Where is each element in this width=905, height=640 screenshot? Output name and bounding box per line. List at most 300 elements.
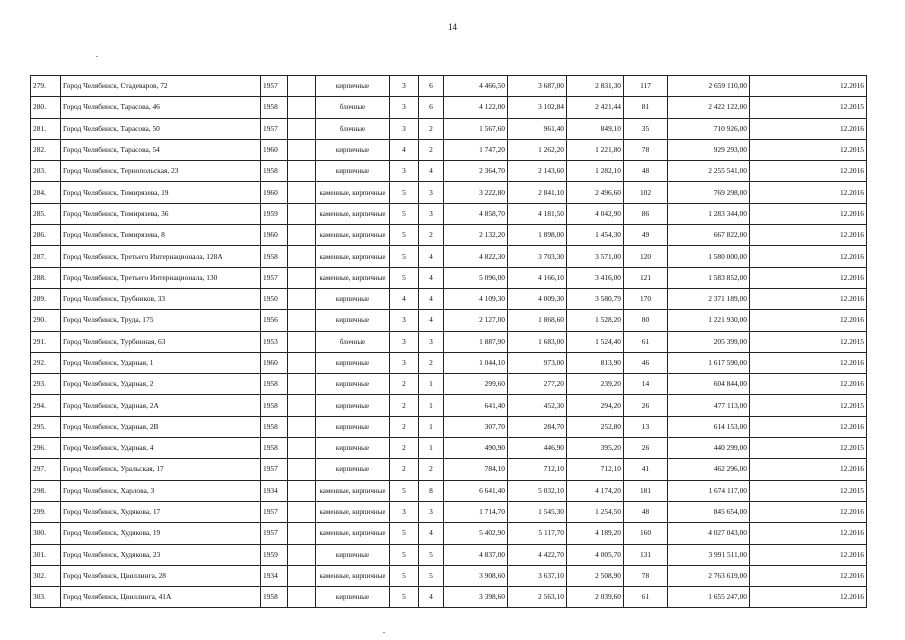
cell-year-built: 1957 [261,118,288,139]
cell-entrances: 5 [419,544,444,565]
cell-premises-area: 446,90 [508,438,567,459]
cell-address: Город Челябинск, Тимирязева, 8 [61,225,261,246]
cell-address: Город Челябинск, Ударная, 1 [61,352,261,373]
cell-blank [288,544,316,565]
cell-entrances: 1 [419,374,444,395]
cell-blank [288,501,316,522]
cell-residential-area: 4 174,20 [567,480,624,501]
cell-year-built: 1959 [261,203,288,224]
cell-total-area: 1 567,60 [444,118,508,139]
cell-floors: 2 [390,395,419,416]
cell-residential-area: 849,10 [567,118,624,139]
cell-row-number: 297. [31,459,61,480]
housing-registry-table [30,75,867,608]
cell-premises-area: 2 143,60 [508,161,567,182]
table-row [31,267,867,288]
cell-row-number: 303. [31,587,61,608]
cell-blank [288,225,316,246]
cell-cost: 3 991 511,00 [668,544,750,565]
cell-blank [288,139,316,160]
cell-cost: 2 659 110,00 [668,76,750,97]
cell-wall-material: кирпичные [316,416,390,437]
cell-cost: 929 293,00 [668,139,750,160]
cell-year-built: 1958 [261,395,288,416]
cell-total-area: 4 109,30 [444,288,508,309]
cell-floors: 5 [390,182,419,203]
table-row [31,161,867,182]
cell-wall-material: блочные [316,118,390,139]
cell-entrances: 3 [419,182,444,203]
cell-deadline: 12.2015 [750,480,867,501]
cell-residential-area: 2 831,30 [567,76,624,97]
cell-residential-area: 2 496,60 [567,182,624,203]
cell-year-built: 1957 [261,267,288,288]
cell-residential-area: 2 421,44 [567,97,624,118]
cell-total-area: 3 398,60 [444,587,508,608]
cell-deadline: 12.2016 [750,118,867,139]
cell-total-area: 2 127,00 [444,310,508,331]
cell-residential-area: 1 282,10 [567,161,624,182]
cell-row-number: 281. [31,118,61,139]
cell-row-number: 296. [31,438,61,459]
cell-wall-material: кирпичные [316,459,390,480]
cell-blank [288,438,316,459]
cell-cost: 205 399,00 [668,331,750,352]
cell-deadline: 12.2016 [750,288,867,309]
cell-deadline: 12.2015 [750,331,867,352]
cell-residents: 13 [624,416,668,437]
cell-year-built: 1958 [261,416,288,437]
scan-speck [96,56,98,57]
cell-premises-area: 3 102,84 [508,97,567,118]
cell-row-number: 294. [31,395,61,416]
cell-blank [288,97,316,118]
cell-total-area: 4 837,00 [444,544,508,565]
cell-residents: 26 [624,395,668,416]
cell-year-built: 1956 [261,310,288,331]
cell-entrances: 4 [419,267,444,288]
cell-residential-area: 1 524,40 [567,331,624,352]
cell-residential-area: 3 416,00 [567,267,624,288]
cell-residents: 14 [624,374,668,395]
cell-residential-area: 813,90 [567,352,624,373]
cell-cost: 2 255 541,00 [668,161,750,182]
cell-row-number: 299. [31,501,61,522]
cell-total-area: 641,40 [444,395,508,416]
cell-total-area: 4 858,70 [444,203,508,224]
table-row [31,310,867,331]
cell-premises-area: 712,10 [508,459,567,480]
cell-floors: 2 [390,438,419,459]
cell-residential-area: 3 571,00 [567,246,624,267]
cell-cost: 2 371 189,00 [668,288,750,309]
cell-cost: 1 580 000,00 [668,246,750,267]
table-row [31,331,867,352]
cell-deadline: 12.2016 [750,374,867,395]
cell-cost: 1 283 344,00 [668,203,750,224]
cell-total-area: 307,70 [444,416,508,437]
cell-cost: 667 822,00 [668,225,750,246]
cell-row-number: 289. [31,288,61,309]
table-row [31,225,867,246]
cell-total-area: 3 222,80 [444,182,508,203]
cell-blank [288,182,316,203]
cell-residents: 86 [624,203,668,224]
scan-speck [383,632,385,633]
cell-cost: 845 654,00 [668,501,750,522]
cell-residents: 81 [624,97,668,118]
cell-year-built: 1957 [261,76,288,97]
table-body [31,76,867,608]
cell-year-built: 1960 [261,225,288,246]
cell-row-number: 298. [31,480,61,501]
cell-floors: 5 [390,203,419,224]
cell-wall-material: кирпичные [316,395,390,416]
cell-deadline: 12.2015 [750,139,867,160]
cell-deadline: 12.2016 [750,203,867,224]
cell-blank [288,161,316,182]
cell-entrances: 2 [419,459,444,480]
cell-wall-material: кирпичные [316,544,390,565]
cell-blank [288,118,316,139]
cell-floors: 5 [390,565,419,586]
cell-blank [288,246,316,267]
cell-deadline: 12.2016 [750,565,867,586]
cell-address: Город Челябинск, Цвиллинга, 28 [61,565,261,586]
cell-address: Город Челябинск, Тимирязева, 36 [61,203,261,224]
table-row [31,374,867,395]
cell-blank [288,459,316,480]
cell-residents: 61 [624,331,668,352]
cell-blank [288,310,316,331]
cell-total-area: 1 747,20 [444,139,508,160]
table-row [31,203,867,224]
cell-year-built: 1958 [261,161,288,182]
cell-wall-material: кирпичные [316,161,390,182]
cell-premises-area: 961,40 [508,118,567,139]
cell-deadline: 12.2015 [750,97,867,118]
cell-wall-material: кирпичные [316,352,390,373]
table-row [31,416,867,437]
cell-address: Город Челябинск, Ударная, 4 [61,438,261,459]
cell-address: Город Челябинск, Трубников, 33 [61,288,261,309]
cell-floors: 5 [390,523,419,544]
page-number: 14 [448,22,457,32]
cell-residents: 41 [624,459,668,480]
cell-deadline: 12.2016 [750,246,867,267]
cell-address: Город Челябинск, Тарасова, 50 [61,118,261,139]
cell-entrances: 1 [419,416,444,437]
cell-residents: 35 [624,118,668,139]
cell-cost: 1 617 590,00 [668,352,750,373]
cell-residential-area: 712,10 [567,459,624,480]
cell-premises-area: 1 868,60 [508,310,567,331]
cell-deadline: 12.2016 [750,310,867,331]
cell-entrances: 4 [419,246,444,267]
cell-wall-material: каменные, кирпичные [316,225,390,246]
cell-premises-area: 5 117,70 [508,523,567,544]
cell-address: Город Челябинск, Худякова, 17 [61,501,261,522]
cell-total-area: 490,90 [444,438,508,459]
cell-total-area: 784,10 [444,459,508,480]
cell-wall-material: блочные [316,97,390,118]
cell-premises-area: 973,00 [508,352,567,373]
cell-address: Город Челябинск, Труда, 175 [61,310,261,331]
cell-premises-area: 3 637,10 [508,565,567,586]
cell-residents: 120 [624,246,668,267]
cell-row-number: 286. [31,225,61,246]
cell-cost: 440 299,00 [668,438,750,459]
cell-row-number: 282. [31,139,61,160]
cell-cost: 769 298,00 [668,182,750,203]
cell-entrances: 4 [419,587,444,608]
table-row [31,459,867,480]
cell-deadline: 12.2016 [750,225,867,246]
cell-blank [288,395,316,416]
cell-floors: 5 [390,587,419,608]
cell-deadline: 12.2016 [750,587,867,608]
cell-total-area: 299,60 [444,374,508,395]
cell-entrances: 1 [419,395,444,416]
cell-year-built: 1934 [261,480,288,501]
cell-blank [288,352,316,373]
cell-residents: 102 [624,182,668,203]
cell-deadline: 12.2016 [750,523,867,544]
cell-year-built: 1959 [261,544,288,565]
cell-entrances: 2 [419,225,444,246]
cell-floors: 5 [390,480,419,501]
cell-floors: 3 [390,352,419,373]
cell-entrances: 2 [419,118,444,139]
cell-cost: 477 113,00 [668,395,750,416]
cell-premises-area: 4 422,70 [508,544,567,565]
cell-year-built: 1960 [261,182,288,203]
cell-residents: 121 [624,267,668,288]
cell-floors: 3 [390,161,419,182]
table-row [31,587,867,608]
cell-residents: 160 [624,523,668,544]
table-row [31,118,867,139]
cell-cost: 2 763 619,00 [668,565,750,586]
cell-floors: 4 [390,288,419,309]
cell-entrances: 2 [419,352,444,373]
cell-address: Город Челябинск, Ударная, 2В [61,416,261,437]
table-row [31,288,867,309]
cell-address: Город Челябинск, Харлова, 3 [61,480,261,501]
cell-entrances: 4 [419,523,444,544]
table-row [31,523,867,544]
cell-wall-material: кирпичные [316,587,390,608]
cell-cost: 1 221 930,00 [668,310,750,331]
cell-row-number: 279. [31,76,61,97]
cell-premises-area: 2 563,10 [508,587,567,608]
cell-floors: 4 [390,139,419,160]
cell-deadline: 12.2016 [750,544,867,565]
cell-address: Город Челябинск, Стадеваров, 72 [61,76,261,97]
cell-deadline: 12.2015 [750,438,867,459]
cell-residents: 49 [624,225,668,246]
cell-residents: 131 [624,544,668,565]
cell-entrances: 2 [419,139,444,160]
table-row [31,182,867,203]
cell-address: Город Челябинск, Цвиллинга, 41А [61,587,261,608]
cell-deadline: 12.2015 [750,395,867,416]
cell-premises-area: 5 032,10 [508,480,567,501]
cell-entrances: 6 [419,76,444,97]
cell-address: Город Челябинск, Худякова, 19 [61,523,261,544]
cell-wall-material: каменные, кирпичные [316,267,390,288]
cell-total-area: 4 122,00 [444,97,508,118]
cell-wall-material: каменные, кирпичные [316,203,390,224]
cell-address: Город Челябинск, Тернопольская, 23 [61,161,261,182]
cell-address: Город Челябинск, Уральская, 17 [61,459,261,480]
cell-premises-area: 1 898,00 [508,225,567,246]
cell-deadline: 12.2016 [750,76,867,97]
cell-residential-area: 1 254,50 [567,501,624,522]
cell-blank [288,76,316,97]
table-row [31,480,867,501]
cell-entrances: 3 [419,501,444,522]
cell-premises-area: 284,70 [508,416,567,437]
table-row [31,139,867,160]
cell-deadline: 12.2016 [750,416,867,437]
cell-row-number: 290. [31,310,61,331]
cell-deadline: 12.2016 [750,501,867,522]
cell-year-built: 1958 [261,97,288,118]
cell-floors: 5 [390,225,419,246]
cell-entrances: 1 [419,438,444,459]
cell-year-built: 1957 [261,523,288,544]
cell-floors: 2 [390,416,419,437]
cell-year-built: 1957 [261,459,288,480]
cell-row-number: 287. [31,246,61,267]
cell-residential-area: 239,20 [567,374,624,395]
cell-blank [288,267,316,288]
cell-row-number: 295. [31,416,61,437]
cell-residents: 61 [624,587,668,608]
cell-residential-area: 395,20 [567,438,624,459]
cell-wall-material: кирпичные [316,139,390,160]
cell-floors: 2 [390,374,419,395]
cell-residents: 80 [624,310,668,331]
cell-entrances: 3 [419,203,444,224]
cell-floors: 3 [390,76,419,97]
cell-deadline: 12.2016 [750,267,867,288]
cell-address: Город Челябинск, Турбинная, 63 [61,331,261,352]
cell-cost: 604 844,00 [668,374,750,395]
cell-residential-area: 1 454,30 [567,225,624,246]
cell-entrances: 5 [419,565,444,586]
table-row [31,97,867,118]
cell-year-built: 1960 [261,352,288,373]
cell-total-area: 5 096,00 [444,267,508,288]
cell-residential-area: 1 528,20 [567,310,624,331]
cell-cost: 614 153,00 [668,416,750,437]
cell-year-built: 1957 [261,501,288,522]
cell-total-area: 1 044,10 [444,352,508,373]
cell-wall-material: кирпичные [316,374,390,395]
cell-wall-material: каменные, кирпичные [316,246,390,267]
cell-residents: 117 [624,76,668,97]
cell-blank [288,203,316,224]
cell-year-built: 1950 [261,288,288,309]
cell-premises-area: 4 166,10 [508,267,567,288]
cell-year-built: 1960 [261,139,288,160]
table-row [31,501,867,522]
cell-row-number: 291. [31,331,61,352]
cell-residents: 26 [624,438,668,459]
cell-floors: 5 [390,544,419,565]
cell-blank [288,523,316,544]
cell-premises-area: 3 703,30 [508,246,567,267]
cell-wall-material: каменные, кирпичные [316,182,390,203]
cell-address: Город Челябинск, Ударная, 2А [61,395,261,416]
cell-wall-material: кирпичные [316,76,390,97]
table-row [31,565,867,586]
cell-row-number: 293. [31,374,61,395]
cell-residential-area: 4 042,90 [567,203,624,224]
cell-total-area: 1 887,90 [444,331,508,352]
cell-entrances: 4 [419,288,444,309]
cell-residents: 170 [624,288,668,309]
cell-total-area: 4 822,30 [444,246,508,267]
cell-blank [288,480,316,501]
cell-year-built: 1953 [261,331,288,352]
cell-row-number: 302. [31,565,61,586]
cell-wall-material: блочные [316,331,390,352]
cell-address: Город Челябинск, Тарасова, 46 [61,97,261,118]
cell-row-number: 284. [31,182,61,203]
cell-blank [288,587,316,608]
cell-address: Город Челябинск, Тарасова, 54 [61,139,261,160]
table-row [31,395,867,416]
cell-residential-area: 252,80 [567,416,624,437]
cell-floors: 3 [390,501,419,522]
cell-total-area: 5 402,90 [444,523,508,544]
cell-entrances: 8 [419,480,444,501]
cell-entrances: 6 [419,97,444,118]
cell-residential-area: 4 189,20 [567,523,624,544]
cell-blank [288,374,316,395]
cell-cost: 1 655 247,00 [668,587,750,608]
cell-address: Город Челябинск, Третьего Интернационала, 128А [61,246,261,267]
cell-blank [288,331,316,352]
table-row [31,246,867,267]
cell-row-number: 288. [31,267,61,288]
cell-residential-area: 2 508,90 [567,565,624,586]
cell-row-number: 280. [31,97,61,118]
cell-floors: 5 [390,246,419,267]
cell-blank [288,565,316,586]
cell-residents: 48 [624,501,668,522]
table-row [31,438,867,459]
cell-residents: 78 [624,565,668,586]
table-row [31,76,867,97]
cell-residents: 46 [624,352,668,373]
cell-wall-material: каменные, кирпичные [316,565,390,586]
cell-row-number: 292. [31,352,61,373]
cell-cost: 1 583 852,00 [668,267,750,288]
cell-blank [288,288,316,309]
cell-address: Город Челябинск, Третьего Интернационала, 130 [61,267,261,288]
cell-premises-area: 1 545,30 [508,501,567,522]
cell-premises-area: 1 262,20 [508,139,567,160]
cell-total-area: 2 132,20 [444,225,508,246]
cell-total-area: 3 908,60 [444,565,508,586]
cell-residential-area: 4 005,70 [567,544,624,565]
cell-premises-area: 2 841,10 [508,182,567,203]
cell-premises-area: 452,30 [508,395,567,416]
